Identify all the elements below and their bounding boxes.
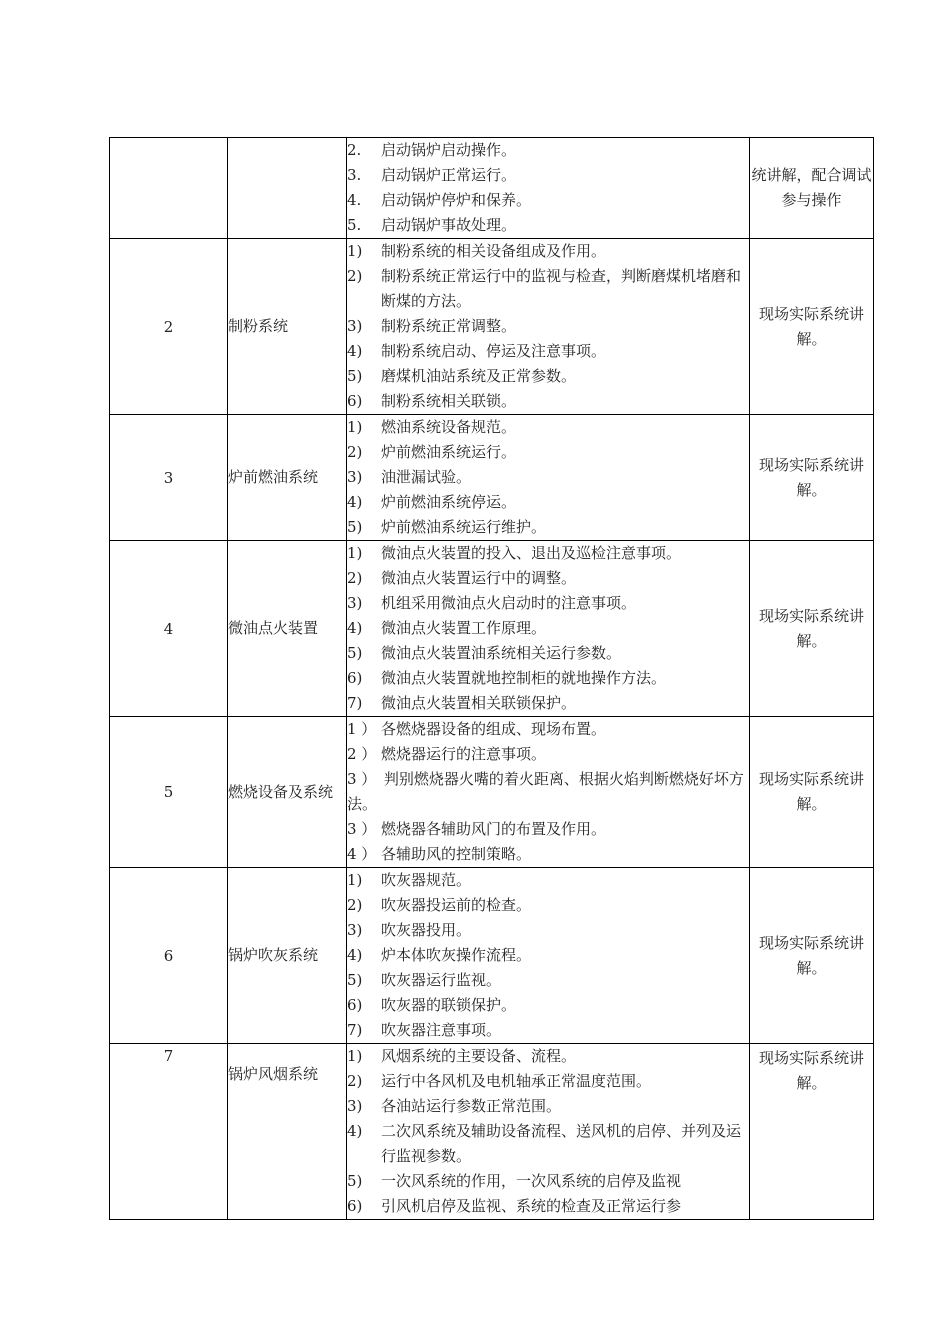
list-item — [347, 1069, 749, 1094]
item-text: 启动锅炉启动操作。 — [381, 141, 517, 159]
row-content — [347, 1044, 750, 1220]
item-number: 3) — [347, 1097, 363, 1115]
item-number: 5. — [347, 216, 362, 234]
table-row — [110, 541, 874, 717]
item-text: 炉前燃油系统运行维护。 — [381, 518, 547, 536]
item-number: 1) — [347, 544, 363, 562]
item-text: 机组采用微油点火启动时的注意事项。 — [381, 594, 637, 612]
item-number: 3 ） — [347, 820, 377, 838]
item-number: 1) — [347, 242, 363, 260]
item-text: 吹灰器投运前的检查。 — [381, 896, 532, 914]
list-item — [347, 641, 749, 666]
item-text: 吹灰器的联锁保护。 — [381, 996, 517, 1014]
item-text: 炉前燃油系统运行。 — [381, 443, 517, 461]
list-item — [347, 993, 749, 1018]
list-item — [347, 188, 749, 213]
row-topic: 制粉系统 — [228, 239, 347, 415]
row-topic — [228, 138, 347, 239]
item-text: 制粉系统的相关设备组成及作用。 — [381, 242, 607, 260]
list-item — [347, 239, 749, 264]
row-topic: 微油点火装置 — [228, 541, 347, 717]
row-number — [110, 138, 228, 239]
row-content — [347, 541, 750, 717]
item-number: 2) — [347, 569, 363, 587]
list-item — [347, 1194, 749, 1219]
item-text: 风烟系统的主要设备、流程。 — [381, 1047, 577, 1065]
item-text: 制粉系统相关联锁。 — [381, 392, 517, 410]
list-item — [347, 1169, 749, 1194]
item-number: 2) — [347, 896, 363, 914]
row-topic: 炉前燃油系统 — [228, 415, 347, 541]
item-number: 6) — [347, 996, 363, 1014]
item-text: 二次风系统及辅助设备流程、送风机的启停、并列及运行监视参数。 — [381, 1122, 742, 1165]
list-item — [347, 465, 749, 490]
item-text: 各燃烧器设备的组成、现场布置。 — [381, 720, 607, 738]
content-list — [347, 415, 749, 540]
content-list — [347, 541, 749, 716]
item-number: 4) — [347, 493, 363, 511]
item-number: 4) — [347, 1122, 363, 1140]
item-number: 2. — [347, 141, 362, 159]
item-text: 制粉系统正常调整。 — [381, 317, 517, 335]
row-number: 6 — [110, 868, 228, 1044]
row-number: 2 — [110, 239, 228, 415]
row-number: 5 — [110, 717, 228, 868]
content-list — [347, 138, 749, 238]
list-item — [347, 943, 749, 968]
list-item — [347, 138, 749, 163]
item-number: 1) — [347, 418, 363, 436]
item-text: 启动锅炉事故处理。 — [381, 216, 517, 234]
row-content — [347, 138, 750, 239]
table-row — [110, 1044, 874, 1220]
list-item — [347, 1018, 749, 1043]
item-text: 吹灰器投用。 — [381, 921, 472, 939]
item-text: 燃烧器各辅助风门的布置及作用。 — [381, 820, 607, 838]
row-content — [347, 717, 750, 868]
item-text: 燃烧器运行的注意事项。 — [381, 745, 547, 763]
row-content — [347, 415, 750, 541]
item-number: 4) — [347, 946, 363, 964]
item-number: 2) — [347, 267, 363, 285]
list-item — [347, 213, 749, 238]
item-text: 一次风系统的作用，一次风系统的启停及监视 — [381, 1172, 682, 1190]
item-text: 制粉系统正常运行中的监视与检查，判断磨煤机堵磨和断煤的方法。 — [381, 267, 742, 310]
table-row — [110, 717, 874, 868]
item-text: 各油站运行参数正常范围。 — [381, 1097, 562, 1115]
item-number: 6) — [347, 392, 363, 410]
item-number: 5) — [347, 644, 363, 662]
item-text: 微油点火装置油系统相关运行参数。 — [381, 644, 622, 662]
row-number: 7 — [110, 1044, 228, 1220]
item-number: 3. — [347, 166, 362, 184]
content-list — [347, 239, 749, 414]
item-text: 微油点火装置工作原理。 — [381, 619, 547, 637]
list-item — [347, 1119, 749, 1169]
item-number: 4) — [347, 619, 363, 637]
item-text: 炉本体吹灰操作流程。 — [381, 946, 532, 964]
item-text: 油泄漏试验。 — [381, 468, 472, 486]
row-number: 4 — [110, 541, 228, 717]
row-topic: 锅炉吹灰系统 — [228, 868, 347, 1044]
row-method: 统讲解，配合调试参与操作 — [750, 138, 874, 239]
item-text: 吹灰器运行监视。 — [381, 971, 502, 989]
item-number: 1) — [347, 1047, 363, 1065]
list-item — [347, 1094, 749, 1119]
list-item — [347, 364, 749, 389]
item-text: 运行中各风机及电机轴承正常温度范围。 — [381, 1072, 652, 1090]
table-row — [110, 239, 874, 415]
item-text: 微油点火装置相关联锁保护。 — [381, 694, 577, 712]
item-text: 微油点火装置的投入、退出及巡检注意事项。 — [381, 544, 682, 562]
item-number: 3) — [347, 921, 363, 939]
item-number: 2) — [347, 1072, 363, 1090]
item-text: 微油点火装置运行中的调整。 — [381, 569, 577, 587]
list-item — [347, 389, 749, 414]
list-item — [347, 490, 749, 515]
item-text: 各辅助风的控制策略。 — [381, 845, 532, 863]
list-item — [347, 616, 749, 641]
list-item — [347, 566, 749, 591]
row-number: 3 — [110, 415, 228, 541]
list-item — [347, 339, 749, 364]
list-item — [347, 817, 749, 842]
item-number: 6) — [347, 669, 363, 687]
item-text: 炉前燃油系统停运。 — [381, 493, 517, 511]
item-number: 1 ） — [347, 720, 377, 738]
list-item — [347, 415, 749, 440]
list-item — [347, 264, 749, 314]
list-item — [347, 541, 749, 566]
table-row — [110, 868, 874, 1044]
list-item — [347, 842, 749, 867]
item-text: 启动锅炉正常运行。 — [381, 166, 517, 184]
row-method: 现场实际系统讲解。 — [750, 415, 874, 541]
list-item — [347, 314, 749, 339]
item-number: 5) — [347, 971, 363, 989]
list-item — [347, 968, 749, 993]
item-number: 4) — [347, 342, 363, 360]
item-text: 燃油系统设备规范。 — [381, 418, 517, 436]
row-method: 现场实际系统讲解。 — [750, 541, 874, 717]
row-method: 现场实际系统讲解。 — [750, 1044, 874, 1220]
list-item — [347, 691, 749, 716]
list-item — [347, 163, 749, 188]
row-method: 现场实际系统讲解。 — [750, 239, 874, 415]
list-item — [347, 893, 749, 918]
item-text: 判别燃烧器火嘴的着火距离、根据火焰判断燃烧好坏方法。 — [347, 770, 744, 813]
row-content — [347, 239, 750, 415]
row-method: 现场实际系统讲解。 — [750, 717, 874, 868]
row-method: 现场实际系统讲解。 — [750, 868, 874, 1044]
item-text: 制粉系统启动、停运及注意事项。 — [381, 342, 607, 360]
list-item — [347, 918, 749, 943]
item-number: 4. — [347, 191, 362, 209]
item-text: 微油点火装置就地控制柜的就地操作方法。 — [381, 669, 667, 687]
item-number: 4 ） — [347, 845, 377, 863]
list-item — [347, 440, 749, 465]
row-topic: 燃烧设备及系统 — [228, 717, 347, 868]
item-text: 磨煤机油站系统及正常参数。 — [381, 367, 577, 385]
content-list — [347, 1044, 749, 1219]
item-text: 引风机启停及监视、系统的检查及正常运行参 — [381, 1197, 682, 1215]
training-content-table — [109, 137, 874, 1220]
item-number: 2 ） — [347, 745, 377, 763]
row-topic: 锅炉风烟系统 — [228, 1044, 347, 1220]
item-number: 6) — [347, 1197, 363, 1215]
item-number: 3) — [347, 468, 363, 486]
item-text: 吹灰器规范。 — [381, 871, 472, 889]
list-item — [325, 767, 749, 817]
item-number: 3) — [347, 317, 363, 335]
list-item — [347, 742, 749, 767]
item-number: 7) — [347, 1021, 363, 1039]
item-number: 1) — [347, 871, 363, 889]
item-text: 启动锅炉停炉和保养。 — [381, 191, 532, 209]
item-number: 5) — [347, 1172, 363, 1190]
item-number: 5) — [347, 367, 363, 385]
row-content — [347, 868, 750, 1044]
item-number: 2) — [347, 443, 363, 461]
list-item — [347, 591, 749, 616]
item-text: 吹灰器注意事项。 — [381, 1021, 502, 1039]
list-item — [347, 515, 749, 540]
content-list — [347, 868, 749, 1043]
table-row — [110, 415, 874, 541]
item-number: 3) — [347, 594, 363, 612]
list-item — [347, 868, 749, 893]
list-item — [347, 717, 749, 742]
list-item — [347, 1044, 749, 1069]
list-item — [347, 666, 749, 691]
table-row — [110, 138, 874, 239]
item-number: 5) — [347, 518, 363, 536]
item-number: 7) — [347, 694, 363, 712]
item-number: 3 ） — [347, 770, 369, 788]
content-list — [347, 717, 749, 867]
